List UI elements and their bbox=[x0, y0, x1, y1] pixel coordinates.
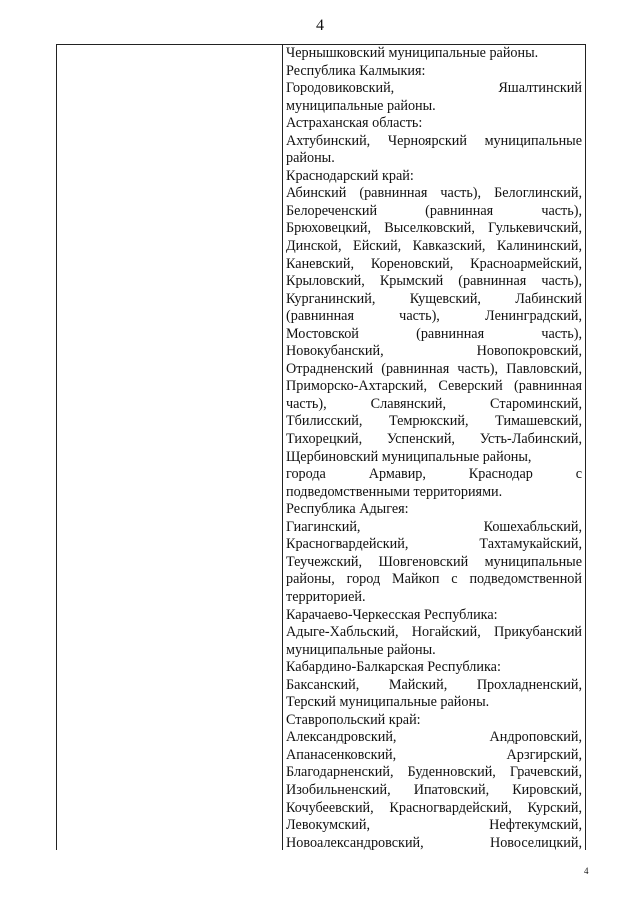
text-line: Крыловский, Крымский (равнинная часть), bbox=[286, 273, 582, 290]
column-divider bbox=[282, 45, 283, 850]
text-line: Городовиковский, Яшалтинский bbox=[286, 80, 582, 97]
territory-list-column bbox=[286, 45, 582, 852]
text-line: Адыге-Хабльский, Ногайский, Прикубанский bbox=[286, 624, 582, 641]
text-line: Динской, Ейский, Кавказский, Калининский, bbox=[286, 238, 582, 255]
text-line: Мостовской (равнинная часть), bbox=[286, 325, 582, 342]
text-line: Новоалександровский, Новоселицкий, bbox=[286, 834, 582, 851]
text-line: Астраханская область: bbox=[286, 115, 423, 132]
text-line: Изобильненский, Ипатовский, Кировский, bbox=[286, 781, 582, 798]
text-line: Приморско-Ахтарский, Северский (равнинная bbox=[286, 378, 582, 395]
text-line: Отрадненский (равнинная часть), Павловский, bbox=[286, 360, 582, 377]
text-line: Гиагинский, Кошехабльский, bbox=[286, 518, 582, 535]
text-line: Благодарненский, Буденновский, Грачевский, bbox=[286, 764, 582, 781]
text-line: районы. bbox=[286, 150, 335, 167]
text-line: Белореченский (равнинная часть), bbox=[286, 202, 582, 219]
text-line: Теучежский, Шовгеновский муниципальные bbox=[286, 553, 582, 570]
text-line: Чернышковский муниципальные районы. bbox=[286, 45, 539, 61]
text-line: Ставропольский край: bbox=[286, 711, 421, 728]
text-line: Абинский (равнинная часть), Белоглинский, bbox=[286, 185, 582, 202]
text-line: Щербиновский муниципальные районы, bbox=[286, 448, 532, 465]
text-line: Кабардино-Балкарская Республика: bbox=[286, 659, 501, 676]
text-line: Республика Адыгея: bbox=[286, 501, 409, 518]
text-line: Левокумский, Нефтекумский, bbox=[286, 817, 582, 834]
text-line: Курганинский, Кущевский, Лабинский bbox=[286, 290, 582, 307]
text-line: Тбилисский, Темрюкский, Тимашевский, bbox=[286, 413, 582, 430]
text-line: Тихорецкий, Успенский, Усть-Лабинский, bbox=[286, 431, 582, 448]
text-line: муниципальные районы. bbox=[286, 641, 436, 658]
text-line: районы, город Майкоп с подведомственной bbox=[286, 571, 582, 588]
page-number-top: 4 bbox=[316, 17, 324, 34]
page-number-bottom: 4 bbox=[584, 866, 589, 876]
text-line: Апанасенковский, Арзгирский, bbox=[286, 746, 582, 763]
text-line: Республика Калмыкия: bbox=[286, 62, 426, 79]
text-line: часть), Славянский, Староминский, bbox=[286, 395, 582, 412]
text-line: Терский муниципальные районы. bbox=[286, 694, 490, 711]
text-line: Брюховецкий, Выселковский, Гулькевичский, bbox=[286, 220, 582, 237]
text-line: территорией. bbox=[286, 588, 366, 605]
text-line: Ахтубинский, Черноярский муниципальные bbox=[286, 132, 582, 149]
text-line: Каневский, Кореновский, Красноармейский, bbox=[286, 255, 582, 272]
text-line: Кочубеевский, Красногвардейский, Курский, bbox=[286, 799, 582, 816]
text-line: Александровский, Андроповский, bbox=[286, 729, 582, 746]
text-line: муниципальные районы. bbox=[286, 97, 436, 114]
text-line: Новокубанский, Новопокровский, bbox=[286, 343, 582, 360]
text-line: Карачаево-Черкесская Республика: bbox=[286, 606, 498, 623]
text-line: подведомственными территориями. bbox=[286, 483, 503, 500]
text-line: Баксанский, Майский, Прохладненский, bbox=[286, 676, 582, 693]
text-line: Красногвардейский, Тахтамукайский, bbox=[286, 536, 582, 553]
text-line: города Армавир, Краснодар с bbox=[286, 466, 582, 483]
document-table bbox=[56, 44, 586, 850]
text-line: (равнинная часть), Ленинградский, bbox=[286, 308, 582, 325]
text-line: Краснодарский край: bbox=[286, 167, 414, 184]
